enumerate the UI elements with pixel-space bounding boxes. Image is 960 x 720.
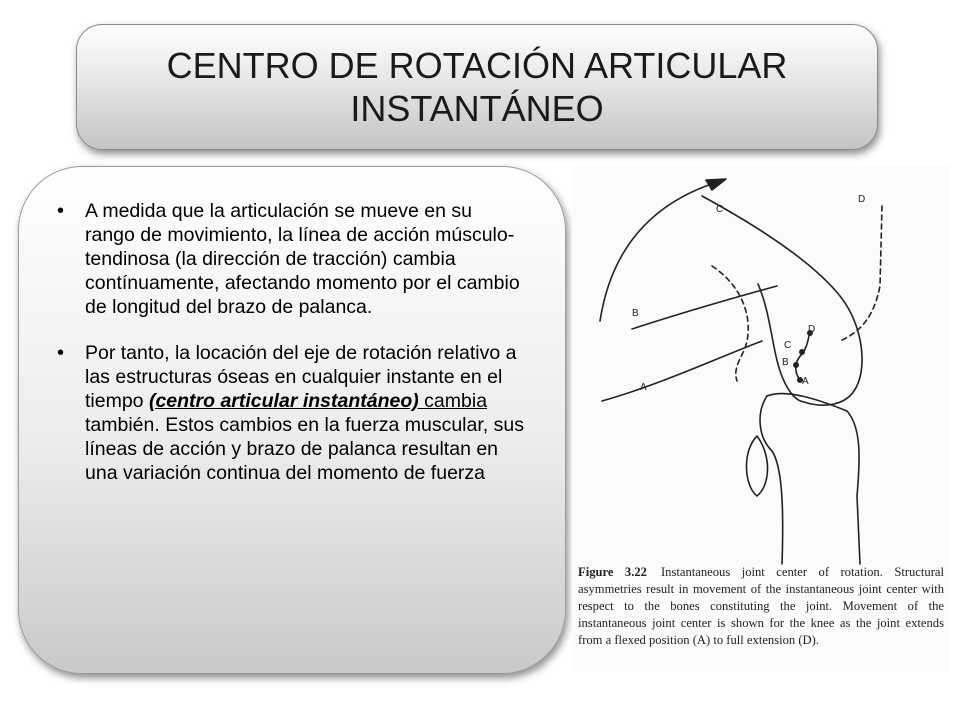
bullet-text-2-underlined: cambia bbox=[424, 390, 488, 412]
tendon-line-a bbox=[602, 341, 762, 401]
label-d-small: D bbox=[808, 324, 816, 335]
slide-title: CENTRO DE ROTACIÓN ARTICULAR INSTANTÁNEO bbox=[166, 45, 788, 129]
instant-center-path bbox=[796, 332, 810, 380]
label-a-small: A bbox=[802, 376, 809, 387]
bullet-text-2-before: Por tanto, la locación del eje de rotación relativo a las estructuras óseas en cualquier instante en el tiempo bbox=[85, 342, 517, 412]
knee-figure bbox=[572, 166, 950, 672]
bullet-item-2 bbox=[57, 341, 527, 485]
figure-caption bbox=[578, 564, 944, 649]
label-c-large: C bbox=[716, 204, 724, 215]
patella-outline bbox=[746, 436, 767, 496]
bullet-text-1: A medida que la articulación se mueve en su rango de movimiento, la línea de acción músculo-tendinosa (la dirección de tracción) cambia contínuamente, afectando momento por el cambio de longitud del brazo de palanca. bbox=[85, 200, 520, 318]
content-panel bbox=[18, 166, 566, 674]
tendon-line-b bbox=[632, 286, 777, 329]
femur-lower-edge bbox=[758, 284, 804, 402]
knee-joint-illustration bbox=[572, 166, 950, 566]
tibia-left-edge bbox=[760, 396, 783, 564]
flexion-outline bbox=[712, 266, 748, 381]
title-banner bbox=[76, 24, 878, 150]
label-c-small: C bbox=[784, 340, 792, 351]
arrow-head-icon bbox=[706, 179, 726, 190]
motion-arc bbox=[600, 180, 724, 321]
bullet-list bbox=[57, 199, 527, 507]
label-d-large: D bbox=[858, 194, 866, 205]
bullet-text-2-emphasis: (centro articular instantáneo) bbox=[148, 390, 425, 412]
bullet-text-2-after: también. Estos cambios en la fuerza muscular, sus líneas de acción y brazo de palanca resultan en una variación continua del momento de fuerza bbox=[85, 414, 524, 484]
caption-body: Structural asymmetries result in movement of the instantaneous joint center with respect to the bones constituting the joint. Movement of the instantaneous joint center is shown for the knee as the joint extends from a flexed position (A) to full extension (D). bbox=[578, 565, 944, 647]
center-point-c bbox=[799, 349, 805, 355]
label-a-large: A bbox=[640, 382, 647, 393]
caption-title: Instantaneous joint center of rotation. bbox=[660, 565, 883, 579]
bullet-item-1 bbox=[57, 199, 527, 319]
label-b-small: B bbox=[782, 357, 789, 368]
extension-outline bbox=[840, 206, 882, 341]
tibia-right-edge bbox=[767, 394, 860, 564]
center-point-b bbox=[793, 362, 799, 368]
caption-label: Figure 3.22 bbox=[578, 565, 647, 579]
label-b-large: B bbox=[632, 308, 639, 319]
